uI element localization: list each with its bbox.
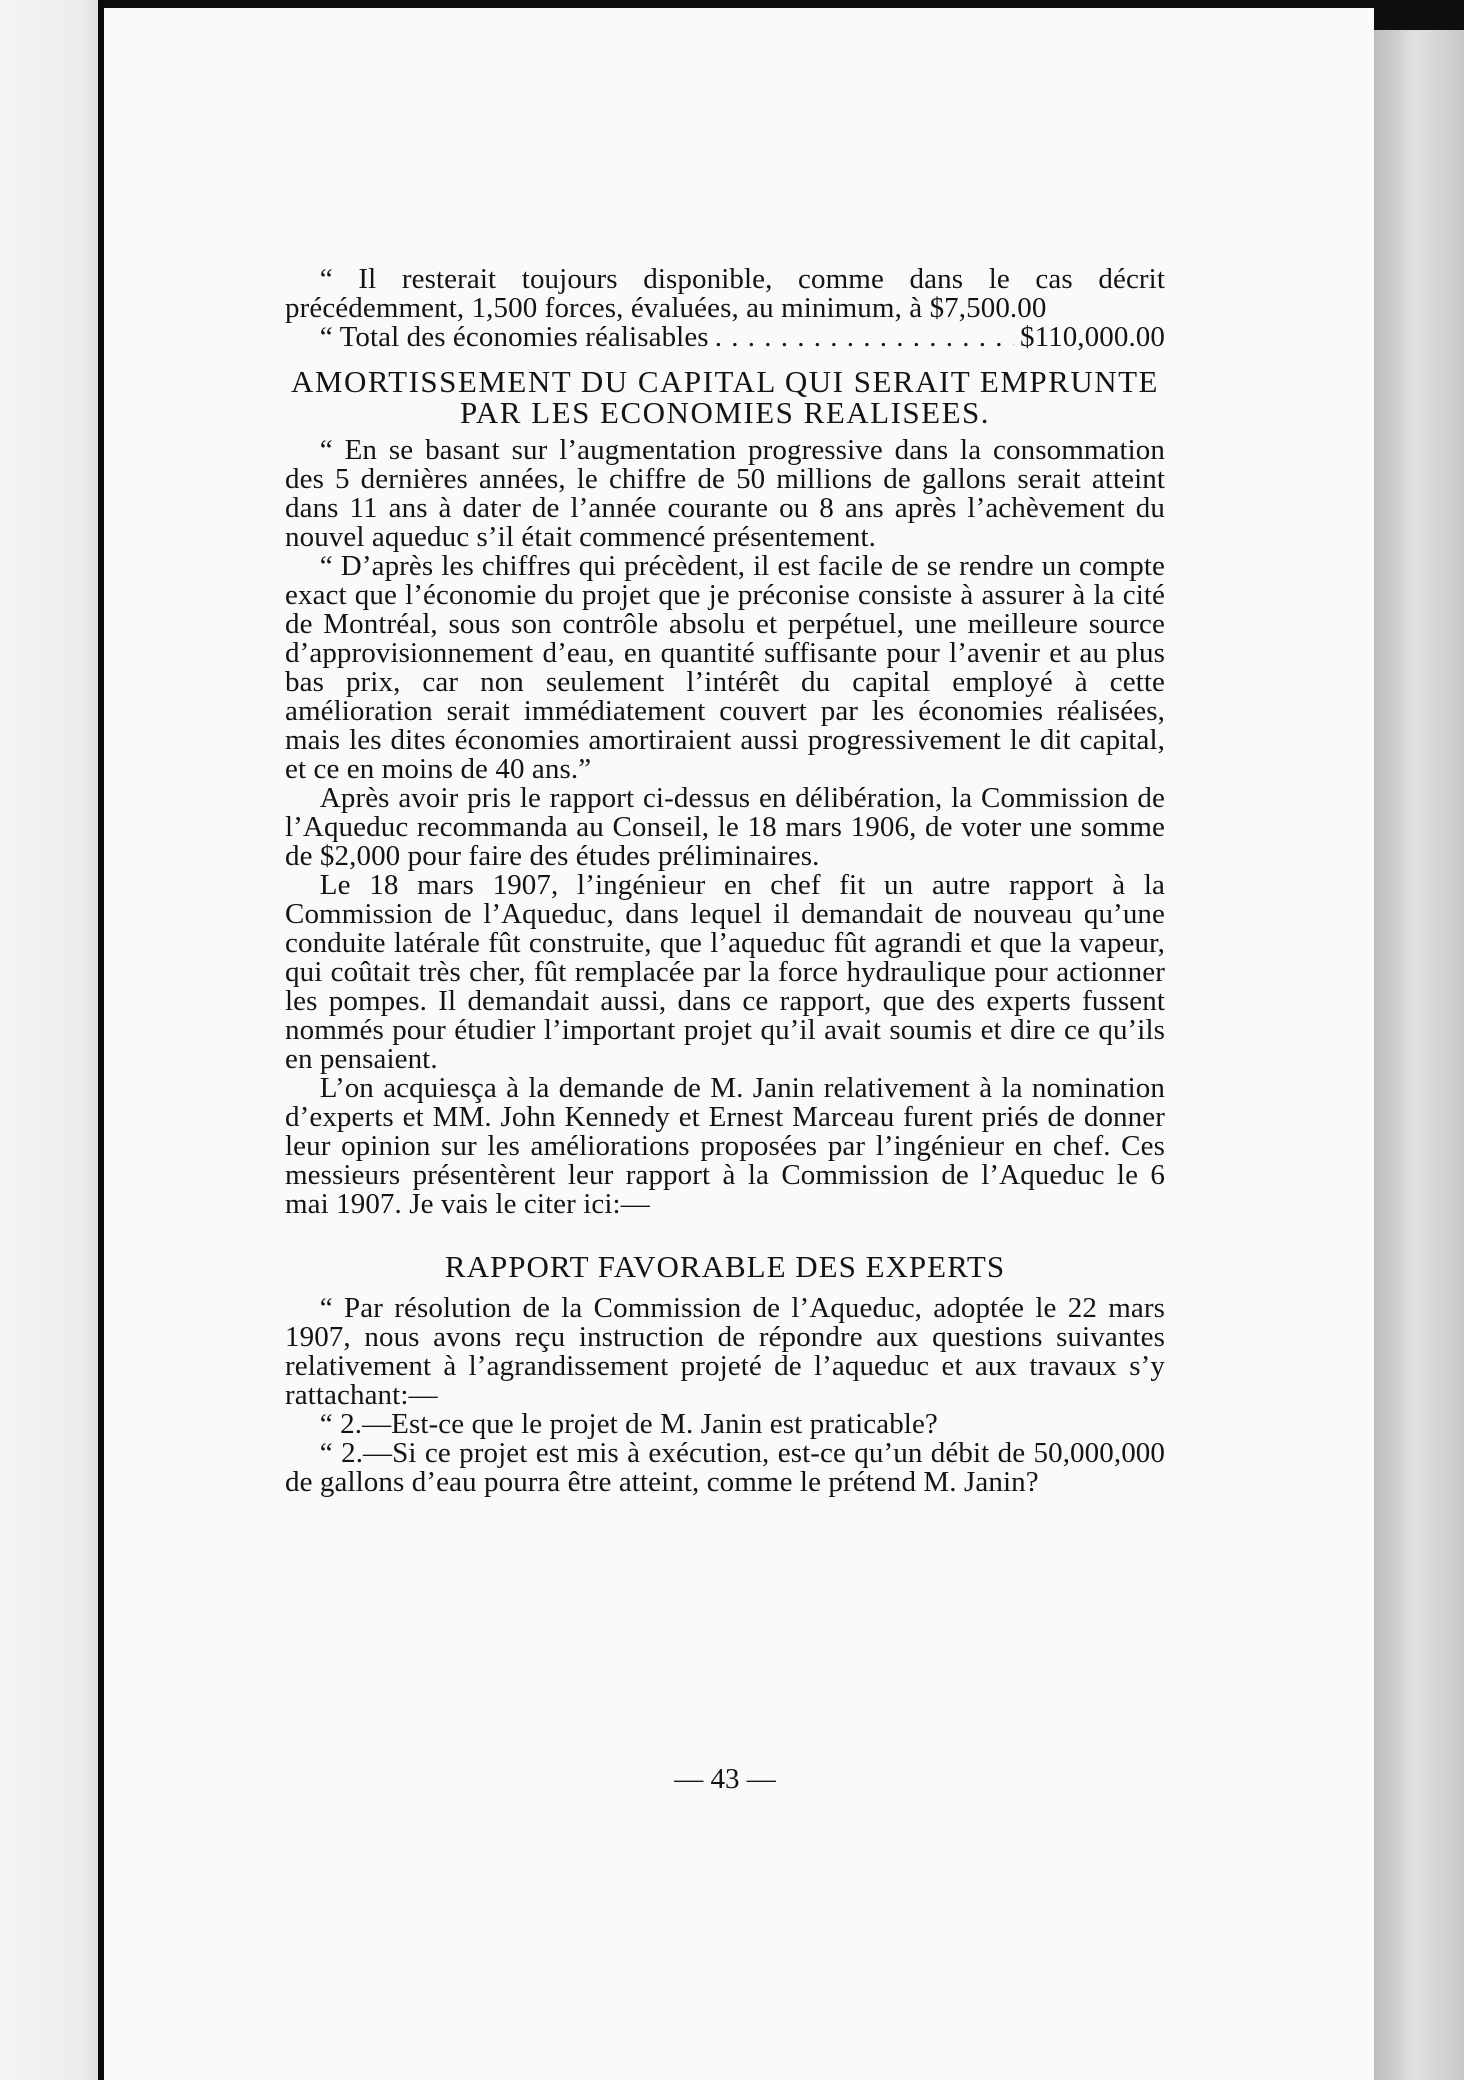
paragraph-intro: “ Il resterait toujours disponible, comme dans le cas décrit précédemment, 1,500 forces, évaluées, au minimum, à $7,500.00 [285,263,1165,324]
paragraph: Après avoir pris le rapport ci-dessus en délibération, la Commission de l’Aqueduc recommanda au Conseil, le 18 mars 1906, de voter une somme de $2,000 pour faire des études préliminaires. [285,782,1165,872]
facing-page-edge [0,0,104,2080]
paragraph: Le 18 mars 1907, l’ingénieur en chef fit un autre rapport à la Commission de l’Aqueduc, dans lequel il demandait de nouveau qu’une conduite latérale fût construite, que l’aqueduc fût agrandi et que la vapeur, qui coûtait très cher, fût remplacée par la force hydraulique pour actionner les pompes. Il demandait aussi, dans ce rapport, que des experts fussent nommés pour étudier l’important projet qu’il avait soumis et dire ce qu’ils en pensaient. [285,869,1165,1075]
section-heading-rapport: RAPPORT FAVORABLE DES EXPERTS [444,1249,1006,1284]
page-text [285,265,1165,1497]
paragraph: “ En se basant sur l’augmentation progressive dans la consommation des 5 dernières années, le chiffre de 50 millions de gallons serait atteint dans 11 ans à dater de l’année courante ou 8 ans après l’achèvement du nouvel aqueduc s’il était commencé présentement. [285,434,1165,553]
total-label: “ Total des économies réalisables [319,321,709,353]
total-line [285,323,1165,352]
page-number: — 43 — [674,1763,776,1795]
section-heading-amortissement: AMORTISSEMENT DU CAPITAL QUI SERAIT EMPRUNTE PAR LES ECONOMIES REALISEES. [291,364,1159,430]
dot-leader [715,323,1014,352]
paragraph: “ Par résolution de la Commission de l’Aqueduc, adoptée le 22 mars 1907, nous avons reçu instruction de répondre aux questions suivantes relativement à l’agrandissement projeté de l’aqueduc et aux travaux s’y rattachant:— [285,1292,1165,1411]
page-edges [1374,30,1464,2080]
total-value: $110,000.00 [1019,321,1165,353]
paragraph: L’on acquiesça à la demande de M. Janin relativement à la nomination d’experts et MM. John Kennedy et Ernest Marceau furent priés de donner leur opinion sur les améliorations proposées par l’ingénieur en chef. Ces messieurs présentèrent leur rapport à la Commission de l’Aqueduc le 6 mai 1907. Je vais le citer ici:— [285,1072,1165,1220]
question-item: “ 2.—Est-ce que le projet de M. Janin est praticable? [319,1408,938,1440]
paragraph: “ D’après les chiffres qui précèdent, il est facile de se rendre un compte exact que l’économie du projet que je préconise consiste à assurer à la cité de Montréal, sous son contrôle absolu et perpétuel, une meilleure source d’approvisionnement d’eau, en quantité suffisante pour l’avenir et au plus bas prix, car non seulement l’intérêt du capital employé à cette amélioration serait immédiatement couvert par les économies réalisées, mais les dites économies amortiraient aussi progressivement le dit capital, et ce en moins de 40 ans.” [285,550,1165,785]
question-item: “ 2.—Si ce projet est mis à exécution, est-ce qu’un débit de 50,000,000 de gallons d’eau pourra être atteint, comme le prétend M. Janin? [285,1437,1165,1498]
